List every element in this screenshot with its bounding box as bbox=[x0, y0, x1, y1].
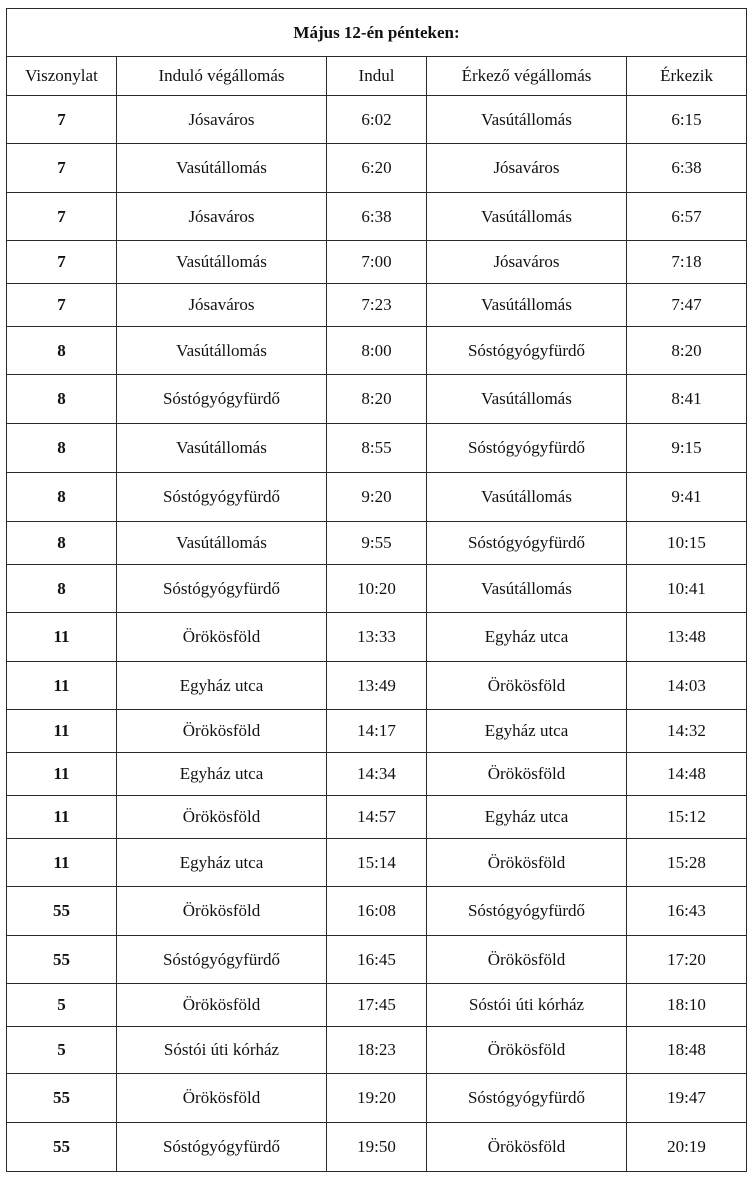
arrival-stop-cell: Vasútállomás bbox=[427, 96, 627, 144]
header-indulo-vegallomas: Induló végállomás bbox=[117, 57, 327, 96]
departure-stop-cell: Egyház utca bbox=[117, 753, 327, 796]
arrival-stop-cell: Egyház utca bbox=[427, 613, 627, 662]
line-cell: 7 bbox=[7, 144, 117, 193]
arrival-time-cell: 9:15 bbox=[627, 424, 747, 473]
arrival-stop-cell: Örökösföld bbox=[427, 1027, 627, 1074]
arrival-stop-cell: Egyház utca bbox=[427, 796, 627, 839]
departure-time-cell: 10:20 bbox=[327, 565, 427, 613]
arrival-stop-cell: Örökösföld bbox=[427, 936, 627, 984]
arrival-time-cell: 10:41 bbox=[627, 565, 747, 613]
arrival-stop-cell: Sóstógyógyfürdő bbox=[427, 522, 627, 565]
departure-stop-cell: Jósaváros bbox=[117, 193, 327, 241]
departure-time-cell: 19:50 bbox=[327, 1123, 427, 1172]
arrival-time-cell: 18:48 bbox=[627, 1027, 747, 1074]
departure-stop-cell: Örökösföld bbox=[117, 613, 327, 662]
departure-time-cell: 8:00 bbox=[327, 327, 427, 375]
header-row bbox=[7, 57, 747, 96]
arrival-stop-cell: Sóstógyógyfürdő bbox=[427, 424, 627, 473]
arrival-time-cell: 6:38 bbox=[627, 144, 747, 193]
table-row bbox=[7, 710, 747, 753]
line-cell: 55 bbox=[7, 936, 117, 984]
table-row bbox=[7, 796, 747, 839]
departure-stop-cell: Vasútállomás bbox=[117, 241, 327, 284]
header-viszonylat: Viszonylat bbox=[7, 57, 117, 96]
arrival-stop-cell: Egyház utca bbox=[427, 710, 627, 753]
table-row bbox=[7, 144, 747, 193]
table-row bbox=[7, 473, 747, 522]
departure-stop-cell: Egyház utca bbox=[117, 662, 327, 710]
arrival-stop-cell: Vasútállomás bbox=[427, 284, 627, 327]
arrival-time-cell: 8:41 bbox=[627, 375, 747, 424]
departure-time-cell: 18:23 bbox=[327, 1027, 427, 1074]
line-cell: 55 bbox=[7, 1123, 117, 1172]
departure-time-cell: 14:34 bbox=[327, 753, 427, 796]
table-row bbox=[7, 1074, 747, 1123]
arrival-time-cell: 20:19 bbox=[627, 1123, 747, 1172]
arrival-stop-cell: Vasútállomás bbox=[427, 375, 627, 424]
departure-stop-cell: Örökösföld bbox=[117, 1074, 327, 1123]
line-cell: 8 bbox=[7, 522, 117, 565]
table-row bbox=[7, 887, 747, 936]
table-row bbox=[7, 1123, 747, 1172]
departure-time-cell: 16:45 bbox=[327, 936, 427, 984]
arrival-stop-cell: Jósaváros bbox=[427, 144, 627, 193]
departure-time-cell: 7:23 bbox=[327, 284, 427, 327]
line-cell: 8 bbox=[7, 327, 117, 375]
departure-stop-cell: Örökösföld bbox=[117, 796, 327, 839]
departure-time-cell: 13:33 bbox=[327, 613, 427, 662]
title-row bbox=[7, 9, 747, 57]
table-row bbox=[7, 96, 747, 144]
departure-time-cell: 19:20 bbox=[327, 1074, 427, 1123]
header-erkezo-vegallomas: Érkező végállomás bbox=[427, 57, 627, 96]
arrival-time-cell: 18:10 bbox=[627, 984, 747, 1027]
arrival-time-cell: 15:28 bbox=[627, 839, 747, 887]
table-row bbox=[7, 662, 747, 710]
table-row bbox=[7, 936, 747, 984]
arrival-time-cell: 6:57 bbox=[627, 193, 747, 241]
line-cell: 11 bbox=[7, 839, 117, 887]
departure-stop-cell: Sóstógyógyfürdő bbox=[117, 1123, 327, 1172]
arrival-stop-cell: Jósaváros bbox=[427, 241, 627, 284]
departure-time-cell: 8:55 bbox=[327, 424, 427, 473]
line-cell: 8 bbox=[7, 424, 117, 473]
departure-stop-cell: Vasútállomás bbox=[117, 327, 327, 375]
arrival-time-cell: 15:12 bbox=[627, 796, 747, 839]
table-row bbox=[7, 565, 747, 613]
line-cell: 11 bbox=[7, 613, 117, 662]
arrival-stop-cell: Sóstógyógyfürdő bbox=[427, 327, 627, 375]
arrival-time-cell: 14:48 bbox=[627, 753, 747, 796]
departure-time-cell: 15:14 bbox=[327, 839, 427, 887]
departure-time-cell: 14:17 bbox=[327, 710, 427, 753]
arrival-stop-cell: Sóstógyógyfürdő bbox=[427, 887, 627, 936]
line-cell: 7 bbox=[7, 284, 117, 327]
departure-time-cell: 9:20 bbox=[327, 473, 427, 522]
arrival-time-cell: 16:43 bbox=[627, 887, 747, 936]
line-cell: 11 bbox=[7, 796, 117, 839]
table-row bbox=[7, 193, 747, 241]
departure-stop-cell: Vasútállomás bbox=[117, 522, 327, 565]
arrival-stop-cell: Örökösföld bbox=[427, 839, 627, 887]
schedule-container bbox=[6, 8, 746, 1172]
departure-stop-cell: Vasútállomás bbox=[117, 424, 327, 473]
departure-time-cell: 6:02 bbox=[327, 96, 427, 144]
line-cell: 11 bbox=[7, 662, 117, 710]
departure-time-cell: 17:45 bbox=[327, 984, 427, 1027]
departure-time-cell: 9:55 bbox=[327, 522, 427, 565]
arrival-time-cell: 9:41 bbox=[627, 473, 747, 522]
table-row bbox=[7, 375, 747, 424]
departure-stop-cell: Sóstógyógyfürdő bbox=[117, 473, 327, 522]
arrival-stop-cell: Sóstói úti kórház bbox=[427, 984, 627, 1027]
departure-time-cell: 7:00 bbox=[327, 241, 427, 284]
arrival-time-cell: 14:32 bbox=[627, 710, 747, 753]
line-cell: 55 bbox=[7, 887, 117, 936]
table-row bbox=[7, 424, 747, 473]
arrival-time-cell: 7:18 bbox=[627, 241, 747, 284]
departure-stop-cell: Jósaváros bbox=[117, 284, 327, 327]
table-title: Május 12-én pénteken: bbox=[7, 9, 747, 57]
departure-stop-cell: Egyház utca bbox=[117, 839, 327, 887]
schedule-table bbox=[6, 8, 747, 1172]
departure-time-cell: 14:57 bbox=[327, 796, 427, 839]
table-body bbox=[7, 96, 747, 1172]
departure-stop-cell: Sóstógyógyfürdő bbox=[117, 375, 327, 424]
departure-stop-cell: Sóstói úti kórház bbox=[117, 1027, 327, 1074]
arrival-time-cell: 13:48 bbox=[627, 613, 747, 662]
line-cell: 55 bbox=[7, 1074, 117, 1123]
departure-stop-cell: Sóstógyógyfürdő bbox=[117, 936, 327, 984]
arrival-time-cell: 10:15 bbox=[627, 522, 747, 565]
table-row bbox=[7, 984, 747, 1027]
departure-stop-cell: Sóstógyógyfürdő bbox=[117, 565, 327, 613]
line-cell: 11 bbox=[7, 753, 117, 796]
line-cell: 7 bbox=[7, 96, 117, 144]
arrival-stop-cell: Vasútállomás bbox=[427, 193, 627, 241]
header-indul: Indul bbox=[327, 57, 427, 96]
arrival-time-cell: 6:15 bbox=[627, 96, 747, 144]
arrival-stop-cell: Örökösföld bbox=[427, 662, 627, 710]
line-cell: 11 bbox=[7, 710, 117, 753]
arrival-stop-cell: Vasútállomás bbox=[427, 565, 627, 613]
table-row bbox=[7, 753, 747, 796]
table-row bbox=[7, 522, 747, 565]
arrival-time-cell: 17:20 bbox=[627, 936, 747, 984]
departure-stop-cell: Örökösföld bbox=[117, 710, 327, 753]
departure-time-cell: 16:08 bbox=[327, 887, 427, 936]
departure-stop-cell: Jósaváros bbox=[117, 96, 327, 144]
line-cell: 8 bbox=[7, 565, 117, 613]
line-cell: 7 bbox=[7, 193, 117, 241]
table-row bbox=[7, 839, 747, 887]
arrival-time-cell: 19:47 bbox=[627, 1074, 747, 1123]
departure-time-cell: 6:20 bbox=[327, 144, 427, 193]
departure-time-cell: 8:20 bbox=[327, 375, 427, 424]
departure-time-cell: 6:38 bbox=[327, 193, 427, 241]
table-row bbox=[7, 327, 747, 375]
table-row bbox=[7, 1027, 747, 1074]
table-row bbox=[7, 241, 747, 284]
arrival-time-cell: 8:20 bbox=[627, 327, 747, 375]
arrival-stop-cell: Örökösföld bbox=[427, 753, 627, 796]
arrival-time-cell: 7:47 bbox=[627, 284, 747, 327]
arrival-time-cell: 14:03 bbox=[627, 662, 747, 710]
departure-time-cell: 13:49 bbox=[327, 662, 427, 710]
line-cell: 8 bbox=[7, 473, 117, 522]
departure-stop-cell: Örökösföld bbox=[117, 984, 327, 1027]
departure-stop-cell: Örökösföld bbox=[117, 887, 327, 936]
table-row bbox=[7, 284, 747, 327]
departure-stop-cell: Vasútállomás bbox=[117, 144, 327, 193]
header-erkezik: Érkezik bbox=[627, 57, 747, 96]
table-row bbox=[7, 613, 747, 662]
line-cell: 8 bbox=[7, 375, 117, 424]
arrival-stop-cell: Vasútállomás bbox=[427, 473, 627, 522]
arrival-stop-cell: Örökösföld bbox=[427, 1123, 627, 1172]
arrival-stop-cell: Sóstógyógyfürdő bbox=[427, 1074, 627, 1123]
line-cell: 7 bbox=[7, 241, 117, 284]
line-cell: 5 bbox=[7, 1027, 117, 1074]
line-cell: 5 bbox=[7, 984, 117, 1027]
